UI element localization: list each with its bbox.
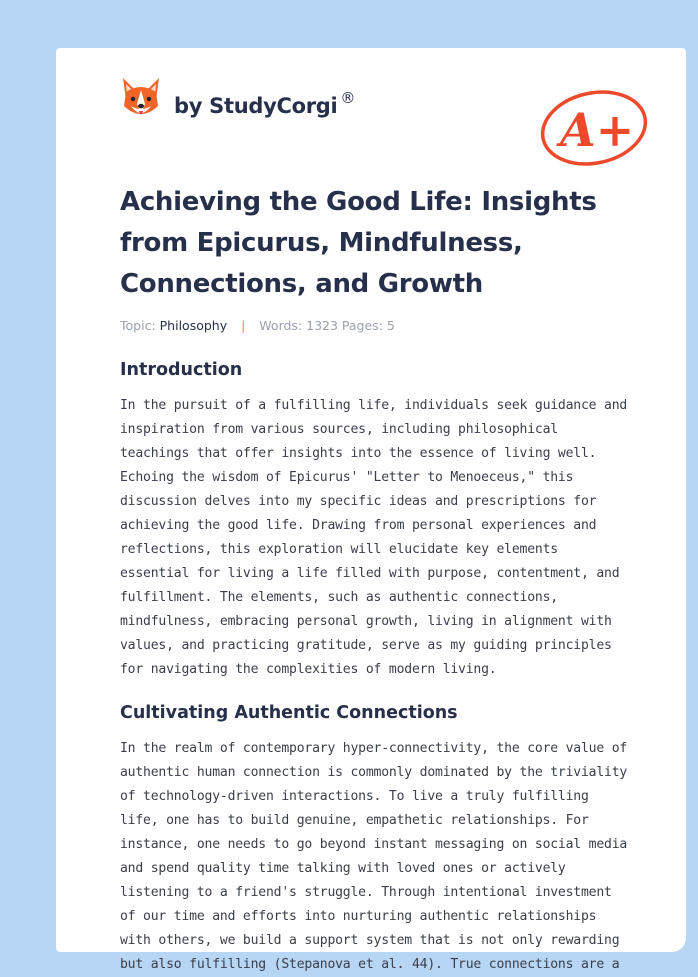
- topic-label: Topic:: [120, 318, 156, 333]
- essay-content: [120, 182, 632, 977]
- section-heading-connections: Cultivating Authentic Connections: [120, 703, 458, 723]
- meta-separator: |: [241, 318, 246, 333]
- svg-text:A+: A+: [560, 103, 635, 157]
- a-plus-grade-icon: [538, 86, 650, 168]
- section-paragraph-introduction: In the pursuit of a fulfilling life, individuals seek guidance and inspiration from various sources, including philosophical teachings that offer insights into the essence of living well. Echoing the wisdom of Epicurus' "Letter to Menoeceus," this discussion delves into my specific ideas and prescriptions for achieving the good life. Drawing from personal experiences and reflections, this exploration will elucidate key elements essential for living a life filled with purpose, contentment, and fulfillment. The elements, such as authentic connections, mindfulness, embracing personal growth, living in alignment with values, and practicing gratitude, serve as my guiding principles for navigating the complexities of modern living.: [120, 398, 628, 677]
- essay-page: [56, 48, 686, 972]
- page-header: [120, 76, 660, 156]
- section-heading-introduction: Introduction: [120, 360, 243, 380]
- essay-meta: [120, 318, 632, 333]
- studycorgi-logo[interactable]: [120, 76, 355, 122]
- brand-name: by StudyCorgi ®: [174, 89, 356, 118]
- registered-mark: ®: [340, 89, 356, 107]
- topic-link[interactable]: Philosophy: [159, 318, 228, 333]
- page-count: Pages: 5: [341, 318, 395, 333]
- section-paragraph-connections: In the realm of contemporary hyper-connectivity, the core value of authentic human connection is commonly dominated by the triviality of technology-driven interactions. To live a truly fulfilling life, one has to build genuine, empathetic relationships. For instance, one needs to go beyond instant messaging on social media and spend quality time talking with loved ones or actively listening to a friend's struggle. Through intentional investment of our time and efforts into nurturing authentic relationships with others, we build a support system that is not only rewarding but also fulfilling (Stepanova et al. 44). True connections are a: [120, 741, 628, 972]
- word-count: Words: 1323: [259, 318, 338, 333]
- corgi-logo-icon: [120, 76, 162, 122]
- essay-title: Achieving the Good Life: Insights from Epicurus, Mindfulness, Connections, and Growth: [120, 187, 597, 299]
